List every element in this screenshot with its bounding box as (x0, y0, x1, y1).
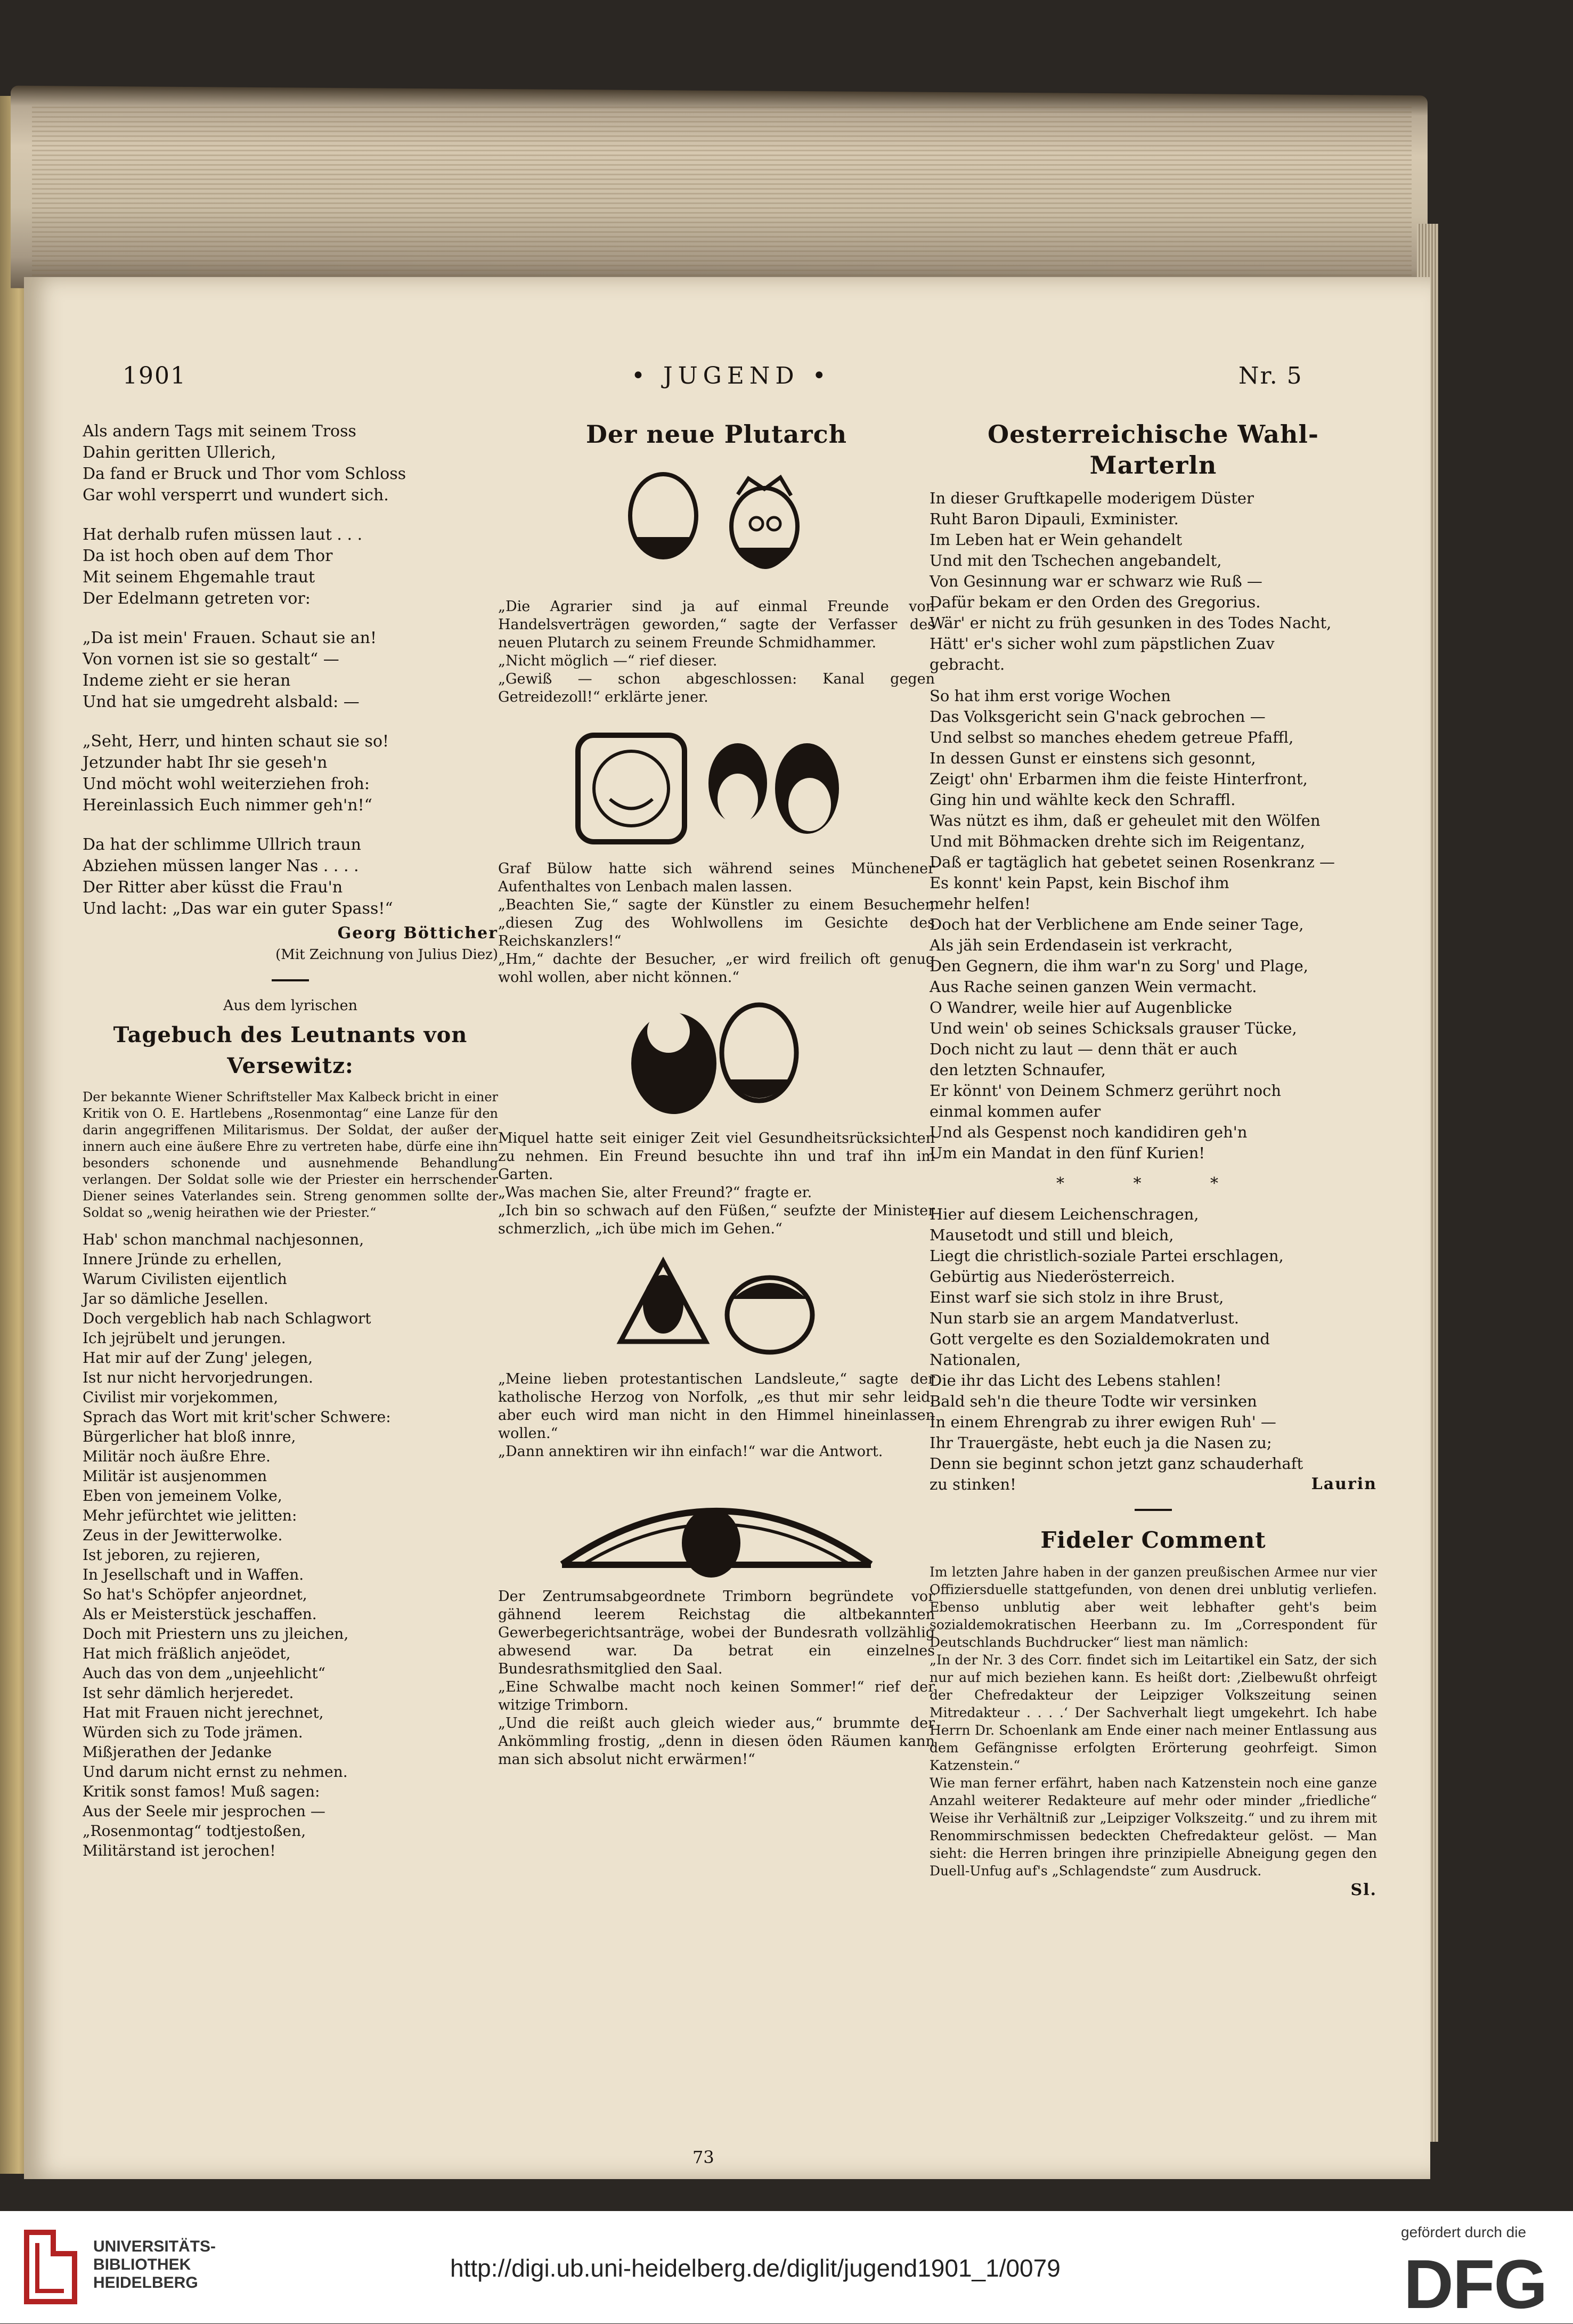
anecdote-5: Der Zentrumsabgeordnete Trimborn begründete vor gähnend leerem Reichstag die altbekannten Gewerbegerichtsanträge, wobei der Bundesrath vollzählig abwesend war. Da betrat ein einzelnes Bundesrathsmitglied den Saal. „Eine Schwalbe macht noch keinen Sommer!“ rief der witzige Trimborn. „Und die reißt auch gleich wieder aus,“ brummte der Ankömmling frostig, „denn in diesen öden Räumen kann man sich absolut nicht erwärmen!“ (498, 1588, 935, 1768)
cartoon-norfolk (599, 1246, 834, 1363)
cartoon-reichstag (551, 1468, 882, 1580)
marterln-title: Oesterreichische Wahl-Marterln (988, 420, 1319, 480)
poem-stanza: Hat mit Frauen nicht jerechnet, Würden sich zu Tode jrämen. Mißjerathen der Jedanke Und darum nicht ernst zu nehmen. (83, 1704, 348, 1781)
page-number: 73 (692, 2147, 714, 2167)
footer-bar (0, 2211, 1573, 2323)
marterl-1: In dieser Gruftkapelle moderigem Düster Ruht Baron Dipauli, Exminister. Im Leben hat er Wein gehandelt Und mit den Tschechen angebandelt, Von Gesinnung war er schwarz wie Ruß — Dafür bekam er den Orden des Gregorius. Wär' er nicht zu früh gesunken in des Todes Nacht, Hätt' er's sicher wohl zum päpstlichen Zuav gebracht. (930, 489, 1332, 673)
poem-stanza: Doch mit Priestern uns zu jleichen, Hat mich fräßlich anjeödet, Auch das von dem „unjeehlicht“ Ist sehr dämlich herjeredet. (83, 1625, 349, 1702)
page-stack-lines (32, 107, 1412, 282)
dfg-logo: DFG (1404, 2245, 1547, 2323)
section-stars: * * * (1056, 1174, 1251, 1193)
poem-stanza: Militär ist ausjenommen Eben von jemeinem Volke, Mehr jefürchtet wie jelitten: Zeus in der Jewitterwolke. (83, 1467, 297, 1544)
section-pretitle: Aus dem lyrischen (223, 997, 357, 1014)
poem-stanza: Da hat der schlimme Ullrich traun Abziehen müssen langer Nas . . . . Der Ritter aber küsst die Frau'n Und lacht: „Das war ein guter Spass!“ (83, 835, 393, 918)
divider (272, 979, 309, 981)
header-title: • JUGEND • (631, 362, 832, 389)
poem-stanza: „Da ist mein' Frauen. Schaut sie an! Von vornen ist sie so gestalt“ — Indeme zieht er sie heran Und hat sie umgedreht alsbald: — (83, 629, 377, 711)
poem-stanza: Ist jeboren, zu rejieren, In Jesellschaft und in Waffen. So hat's Schöpfer anjeordnet, Als er Meisterstück jeschaffen. (83, 1546, 317, 1623)
cartoon-miquel (605, 994, 828, 1122)
section-intro: Der bekannte Wiener Schriftsteller Max Kalbeck bricht in einer Kritik von O. E. Hartlebens „Rosenmontag“ eine Lanze für den darin angegriffenen Militarismus. Der Soldat, der außer der innern auch eine äußere Ehre zu vertreten habe, dürfe eine ihn besonders schonende und ausnehmende Behandlung verlangen. Der Soldat solle wie der Priester ein herrschender Diener seines Vaterlandes sein. Streng genommen sollte der Soldat so „wenig heirathen wie der Priester.“ (83, 1090, 498, 1220)
anecdote-2: Graf Bülow hatte sich während seines Münchener Aufenthaltes von Lenbach malen lassen. „Beachten Sie,“ sagte der Künstler zu einem Besucher, „diesen Zug des Wohlwollens im Gesichte des Reichskanzlers!“ „Hm,“ dachte der Besucher, „er wird freilich oft genug wohl wollen, aber nicht können.“ (498, 860, 935, 986)
magazine-page (24, 277, 1430, 2179)
poem-stanza: Hat derhalb rufen müssen laut . . . Da ist hoch oben auf dem Thor Mit seinem Ehgemahle traut Der Edelmann getreten vor: (83, 525, 363, 608)
marterl-2: So hat ihm erst vorige Wochen Das Volksgericht sein G'nack gebrochen — Und selbst so manches ehedem getreue Pfaffl, In dessen Gunst er einstens sich gesonnt, Zeigt' ohn' Erbarmen ihm die feiste Hinterfront, Ging hin und wählte keck den Schraffl. Was nützt es ihm, daß er geheulet mit den Wölfen Und mit Böhmacken drehte sich im Reigentanz, Daß er tagtäglich hat gebetet seinen Rosenkranz — Es konnt' kein Papst, kein Bischof ihm mehr helfen! Doch hat der Verblichene am Ende seiner Tage, Als jäh sein Erdendasein ist verkracht, Den Gegnern, die ihm war'n zu Sorg' und Plage, Aus Rache seinen ganzen Wein vermacht. O Wandrer, weile hier auf Augenblicke Und wein' ob seines Schicksals grauser Tücke, Doch nicht zu laut — denn thät er auch den letzten Schnaufer, Er könnt' von Deinem Schmerz gerührt noch einmal kommen aufer Und als Gespenst noch kandidiren geh'n Um ein Mandat in den fünf Kurien! (930, 687, 1335, 1162)
university-logo-icon (16, 2222, 85, 2312)
comment-body: Im letzten Jahre haben in der ganzen preußischen Armee nur vier Offiziersduelle stattgefunden, von denen drei unblutig verliefen. Ebenso unblutig aber weit lebhafter geht's beim sozialdemokratischen Heerbann zu. Im „Correspondent für Deutschlands Buchdrucker“ liest man nämlich: „In der Nr. 3 des Corr. findet sich im Leitartikel ein Satz, der sich nur auf mich beziehen kann. Es heißt dort: ‚Zielbewußt ohrfeigt der Chefredakteur der Leipziger Volkszeitung seinen Mitredakteur . . . .‘ Der Sachverhalt liegt umgekehrt. Ich habe Herrn Dr. Schoenlank am Ende einer nach meiner Entlassung aus dem Gefängnisse erfolgten Erörterung geohrfeigt. Simon Katzenstein.“ Wie man ferner erfährt, haben nach Katzenstein noch eine ganze Anzahl weiterer Redakteure auf mehr oder minder „friedliche“ Weise ihr Verhältniß zur „Leipziger Volkszeitg.“ und zu ihrem mit Renommirschmissen bedeckten Chefredakteur gelöst. — Man sieht: die Herren bringen ihre prinzipielle Abneigung gegen den Duell-Unfug auf's „Schlagendste“ zum Ausdruck. (930, 1564, 1377, 1879)
marterln-signature: Laurin (1311, 1475, 1377, 1493)
column-middle (498, 416, 935, 1774)
poem-author: Georg Bötticher (337, 924, 498, 942)
institution-name: UNIVERSITÄTS- BIBLIOTHEK HEIDELBERG (93, 2238, 216, 2292)
anecdote-4: „Meine lieben protestantischen Landsleute,“ sagte der katholische Herzog von Norfolk, „es thut mir sehr leid, aber euch wird man nicht in den Himmel hineinlassen wollen.“ „Dann annektiren wir ihn einfach!“ war die Antwort. (498, 1371, 935, 1460)
poem-stanza: Hab' schon manchmal nachjesonnen, Innere Jründe zu erhellen, Warum Civilisten eijentlich Jar so dämliche Jesellen. (83, 1231, 364, 1307)
divider (1135, 1509, 1172, 1511)
cartoon-two-heads (605, 457, 828, 590)
source-url-link[interactable]: http://digi.ub.uni-heidelberg.de/diglit/jugend1901_1/0079 (450, 2254, 1061, 2282)
poem-stanza: Als andern Tags mit seinem Tross Dahin geritten Ullerich, Da fand er Bruck und Thor vom Schloss Gar wohl versperrt und wundert sich. (83, 422, 406, 505)
cartoon-portrait-scene (567, 714, 866, 852)
column-right (930, 416, 1377, 1901)
poem-stanza: Doch vergeblich hab nach Schlagwort Ich jejrübelt und jerungen. Hat mir auf der Zung' jelegen, Ist nur nicht hervorjedrungen. (83, 1310, 371, 1386)
header-year: 1901 (123, 362, 186, 389)
comment-signature: Sl. (1350, 1881, 1377, 1899)
header-issue: Nr. 5 (1238, 362, 1303, 389)
anecdote-1: „Die Agrarier sind ja auf einmal Freunde von Handelsverträgen geworden,“ sagte der Verfasser des neuen Plutarch zu seinem Freunde Schmidhammer. „Nicht möglich —“ rief dieser. „Gewiß — schon abgeschlossen: Kanal gegen Getreidezoll!“ erklärte jener. (498, 598, 935, 705)
column-left (83, 421, 498, 1860)
poem-stanza: „Seht, Herr, und hinten schaut sie so! Jetzunder habt Ihr sie geseh'n Und möcht wohl weiterziehen froh: Hereinlassich Euch nimmer geh'n!“ (83, 732, 389, 815)
section-title: Tagebuch des Leutnants von Versewitz: (113, 1022, 468, 1078)
drawing-credit: (Mit Zeichnung von Julius Diez) (275, 947, 498, 963)
marterl-3: Hier auf diesem Leichenschragen, Mausetodt und still und bleich, Liegt die christlich-soziale Partei erschlagen, Gebürtig aus Niederösterreich. Einst warf sie sich stolz in ihre Brust, Nun starb sie an argem Mandatverlust. Gott vergelte es den Sozialdemokraten und Nationalen, Die ihr das Licht des Lebens stahlen! Bald seh'n die theure Todte wir versinken In einem Ehrengrab zu ihrer ewigen Ruh' — Ihr Trauergäste, hebt euch ja die Nasen zu; Denn sie beginnt schon jetzt ganz schauderhaft zu stinken! (930, 1205, 1303, 1493)
anecdote-3: Miquel hatte seit einiger Zeit viel Gesundheitsrücksichten zu nehmen. Ein Freund besuchte ihn und traf ihn im Garten. „Was machen Sie, alter Freund?“ fragte er. „Ich bin so schwach auf den Füßen,“ seufzte der Minister schmerzlich, „ich übe mich im Gehen.“ (498, 1130, 935, 1237)
funder-label: gefördert durch die (1401, 2224, 1527, 2240)
plutarch-title: Der neue Plutarch (585, 420, 847, 449)
comment-title: Fideler Comment (1040, 1527, 1266, 1553)
poem-stanza: Civilist mir vorjekommen, Sprach das Wort mit krit'scher Schwere: Bürgerlicher hat bloß innre, Militär noch äußre Ehre. (83, 1388, 391, 1465)
poem-stanza: Kritik sonst famos! Muß sagen: Aus der Seele mir jesprochen — „Rosenmontag“ todtjestoßen, Militärstand ist jerochen! (83, 1783, 325, 1859)
